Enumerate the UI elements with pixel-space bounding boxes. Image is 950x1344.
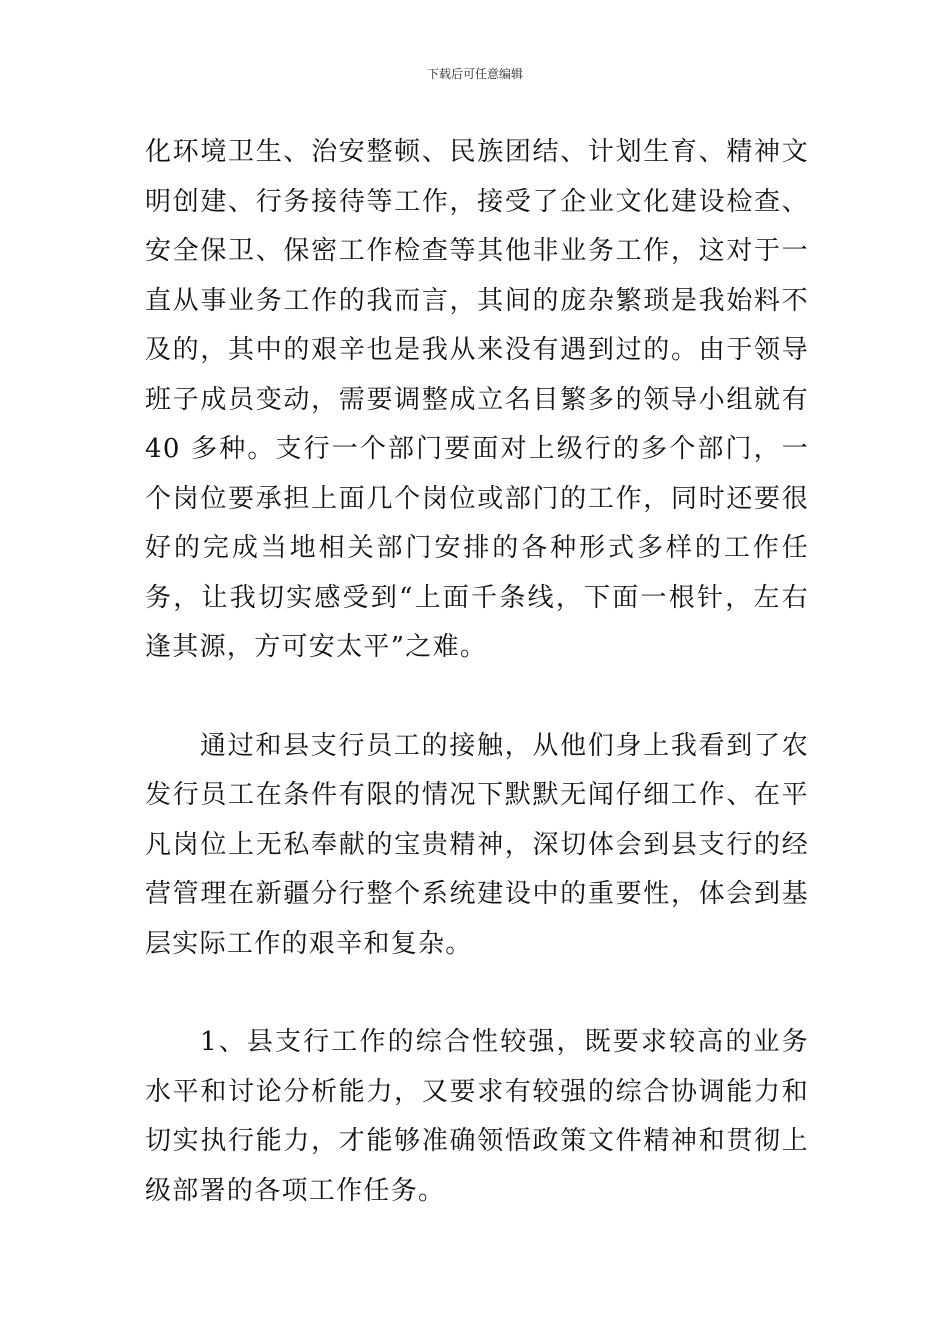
paragraph-3 <box>145 1018 809 1216</box>
page-header-note: 下载后可任意编辑 <box>426 67 523 81</box>
text-line: 各项工作任务。 <box>254 1175 446 1206</box>
text-line: 创建、行务接待等工作，接受了企业文化建设检查、安全 <box>145 186 809 266</box>
paragraph-1 <box>145 128 809 673</box>
text-line: 作的艰辛和复杂。 <box>254 928 473 959</box>
text-line: 化环境卫生、治安整顿、民族团结、计划生育、精神文明 <box>145 137 809 217</box>
text-line: 几个岗位或部门的工作，同时还要很好的完成当地相关部 <box>145 483 809 563</box>
text-line: 1、县支行工作的综合性较强，既要求较高的业务水平 <box>145 1027 809 1107</box>
text-line: 动，需要调整成立名目繁多的领导小组就有 40 多种。支行 <box>145 384 809 464</box>
text-line: 一个部门要面对上级行的多个部门，一个岗位要承担上面 <box>145 434 809 514</box>
text-line: 中的艰辛也是我从来没有遇到过的。由于领导班子成员变 <box>145 335 809 415</box>
text-line: 位上无私奉献的宝贵精神，深切体会到县支行的经营管理 <box>145 829 809 909</box>
text-line: 在新疆分行整个系统建设中的重要性，体会到基层实际工 <box>145 879 809 959</box>
text-line: 业务工作的我而言，其间的庞杂繁琐是我始料不及的，其 <box>145 285 809 365</box>
text-line: 行员工在条件有限的情况下默默无闻仔细工作、在平凡岗 <box>145 780 809 860</box>
text-line: 面千条线，下面一根针，左右逢其源，方可安太平”之难。 <box>145 582 809 662</box>
paragraph-2 <box>145 722 809 970</box>
document-body <box>145 128 809 1216</box>
text-line: 和讨论分析能力，又要求有较强的综合协调能力和切实执 <box>145 1076 809 1156</box>
text-line: 门安排的各种形式多样的工作任务，让我切实感受到“上 <box>145 533 809 613</box>
text-line: 通过和县支行员工的接触，从他们身上我看到了农发 <box>145 730 809 810</box>
text-line: 行能力，才能够准确领悟政策文件精神和贯彻上级部署的 <box>145 1126 809 1206</box>
text-line: 保卫、保密工作检查等其他非业务工作，这对于一直从事 <box>145 236 809 316</box>
